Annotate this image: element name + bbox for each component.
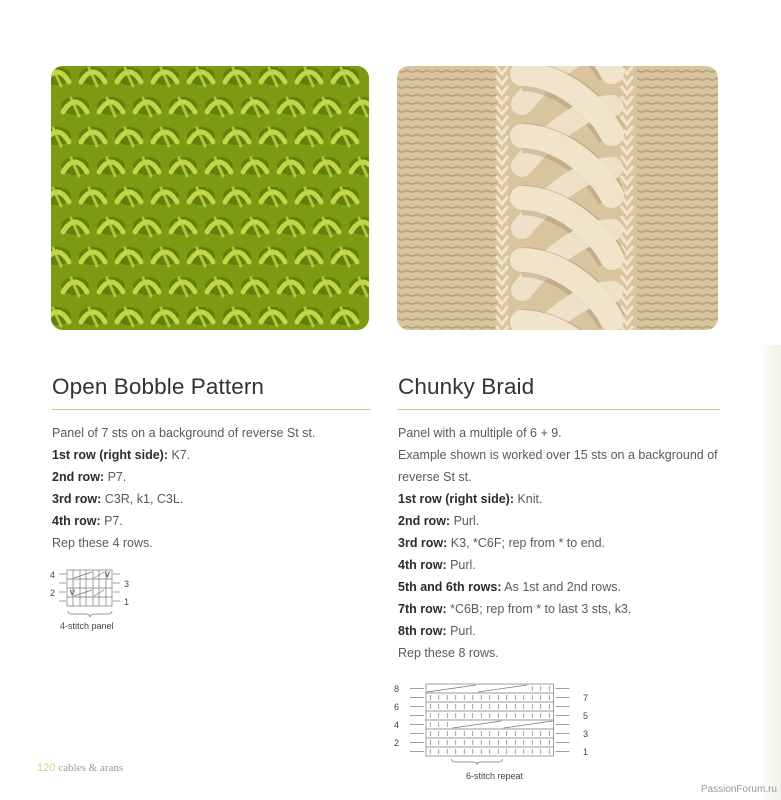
- row-text: Example shown is worked over 15 sts on a background of: [398, 448, 718, 462]
- title-rule: [398, 409, 720, 410]
- instruction-line: [398, 603, 720, 616]
- row-text: Panel of 7 sts on a background of reverse St st.: [52, 426, 316, 440]
- row-text: C3R, k1, C3L.: [101, 492, 184, 506]
- pattern-instructions: [52, 427, 370, 550]
- row-text: K3, *C6F; rep from * to end.: [447, 536, 606, 550]
- row-text: P7.: [100, 514, 123, 528]
- row-label: 3: [583, 729, 589, 739]
- row-label: 3: [124, 579, 130, 589]
- instruction-line: [52, 471, 370, 484]
- section-name: cables & arans: [58, 762, 124, 774]
- row-label: 5: [583, 711, 589, 721]
- instruction-line: [398, 471, 720, 484]
- row-label: 7: [583, 693, 589, 703]
- row-heading: 4th row:: [52, 514, 101, 528]
- pattern-title: Chunky Braid: [398, 374, 535, 399]
- instruction-line: [52, 427, 370, 440]
- row-heading: 7th row:: [398, 602, 447, 616]
- instruction-line: [398, 581, 720, 594]
- row-text: K7.: [167, 448, 191, 462]
- scan-edge: [763, 345, 781, 800]
- chunky-braid-section: [398, 374, 720, 669]
- row-text: Panel with a multiple of 6 + 9.: [398, 426, 562, 440]
- row-text: P7.: [104, 470, 127, 484]
- svg-text:V: V: [105, 572, 110, 579]
- page-number: 120: [37, 762, 56, 774]
- title-rule: [52, 409, 370, 410]
- row-text: Rep these 8 rows.: [398, 646, 499, 660]
- row-label: 4: [50, 570, 56, 580]
- row-text: As 1st and 2nd rows.: [501, 580, 621, 594]
- row-heading: 1st row (right side):: [52, 448, 168, 462]
- instruction-line: [398, 625, 720, 638]
- chart-caption: 4-stitch panel: [60, 621, 114, 631]
- instruction-line: [398, 493, 720, 506]
- row-label: 1: [583, 747, 589, 757]
- instruction-line: [52, 537, 370, 550]
- instruction-line: [52, 493, 370, 506]
- row-label: 8: [394, 684, 400, 694]
- row-label: 2: [394, 738, 400, 748]
- instruction-line: [398, 537, 720, 550]
- watermark: PassionForum.ru: [700, 784, 777, 795]
- row-text: Purl.: [446, 558, 476, 572]
- instruction-line: [52, 449, 370, 462]
- pattern-title: Open Bobble Pattern: [52, 374, 265, 399]
- row-heading: 1st row (right side):: [398, 492, 514, 506]
- row-text: Rep these 4 rows.: [52, 536, 153, 550]
- instruction-line: [398, 559, 720, 572]
- row-text: Knit.: [513, 492, 543, 506]
- row-heading: 5th and 6th rows:: [398, 580, 502, 594]
- row-heading: 8th row:: [398, 624, 447, 638]
- instruction-line: [398, 449, 720, 462]
- row-heading: 3rd row:: [398, 536, 448, 550]
- pattern-instructions: [398, 427, 720, 660]
- bobble-stitch-chart: [46, 567, 146, 642]
- row-text: Purl.: [450, 514, 480, 528]
- bobble-swatch-photo: [51, 66, 369, 330]
- row-heading: 3rd row:: [52, 492, 102, 506]
- chart-caption: 6-stitch repeat: [466, 771, 524, 781]
- instruction-line: [398, 647, 720, 660]
- row-label: 4: [394, 720, 400, 730]
- instruction-line: [398, 427, 720, 440]
- row-text: Purl.: [446, 624, 476, 638]
- page-footer: [37, 762, 123, 774]
- open-bobble-section: [52, 374, 370, 559]
- row-label: 1: [124, 597, 130, 607]
- braid-stitch-chart: [390, 681, 600, 791]
- row-label: 2: [50, 588, 56, 598]
- instruction-line: [52, 515, 370, 528]
- svg-text:V: V: [70, 590, 75, 597]
- row-text: *C6B; rep from * to last 3 sts, k3.: [446, 602, 632, 616]
- row-label: 6: [394, 702, 400, 712]
- row-heading: 2nd row:: [398, 514, 451, 528]
- row-text: reverse St st.: [398, 470, 472, 484]
- row-heading: 2nd row:: [52, 470, 105, 484]
- instruction-line: [398, 515, 720, 528]
- row-heading: 4th row:: [398, 558, 447, 572]
- braid-swatch-photo: [397, 66, 718, 330]
